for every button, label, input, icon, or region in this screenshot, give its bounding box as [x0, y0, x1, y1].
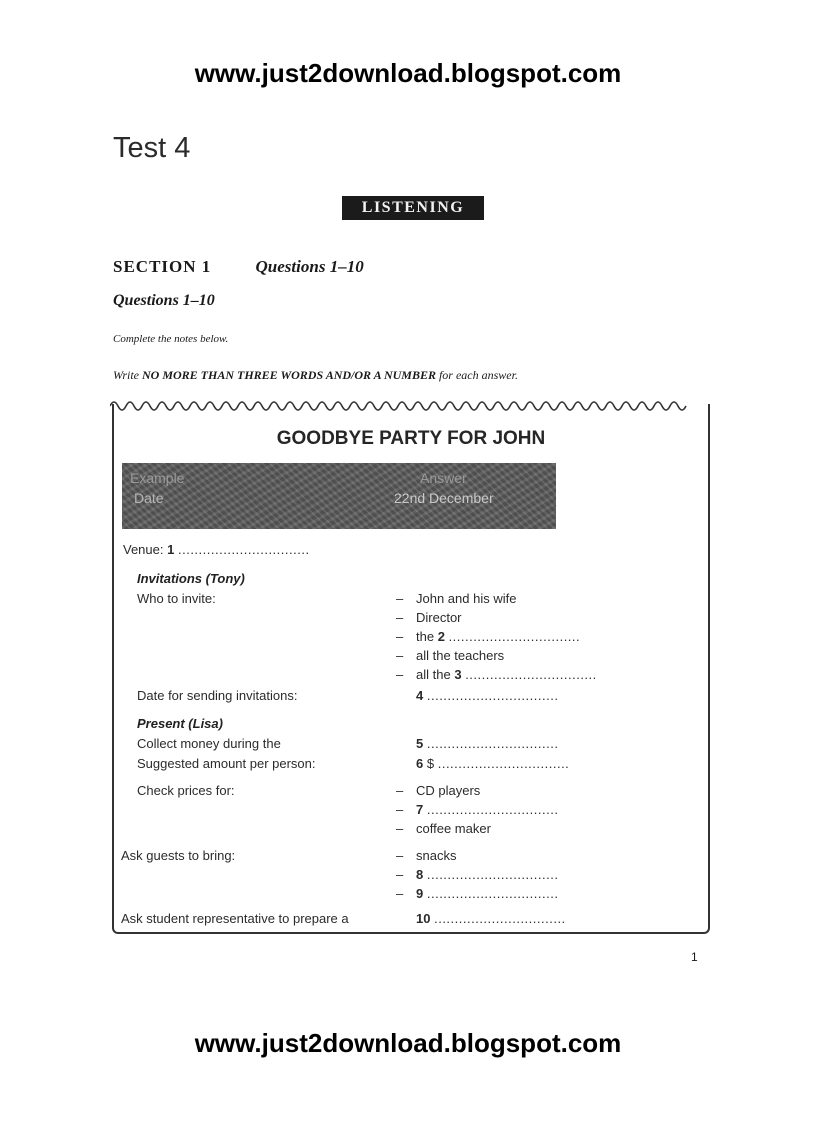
guests-bring-label: Ask guests to bring:	[121, 848, 236, 863]
answer-blank-6: ................................	[437, 756, 570, 771]
suggested-amount-label: Suggested amount per person:	[137, 756, 316, 771]
word-limit: NO MORE THAN THREE WORDS AND/OR A NUMBER	[142, 368, 436, 382]
answer-blank-8: ................................	[426, 867, 559, 882]
date-invitations-answer	[416, 688, 558, 703]
answer-number-9: 9	[416, 886, 424, 901]
answer-blank-9: ................................	[426, 886, 559, 901]
venue-row: Venue: 1 ................................	[123, 542, 310, 557]
invite-item-2: Director	[416, 610, 462, 625]
invite-item-4: all the teachers	[416, 648, 505, 663]
answer-number-10: 10	[416, 911, 431, 926]
answer-number-3: 3	[454, 667, 462, 682]
answer-number-6: 6	[416, 756, 424, 771]
answer-number-2: 2	[437, 629, 445, 644]
notes-title: GOODBYE PARTY FOR JOHN	[276, 428, 546, 449]
watermark-top: www.just2download.blogspot.com	[194, 58, 622, 88]
section-questions: Questions 1–10	[255, 257, 364, 276]
guests-item-1: snacks	[416, 848, 457, 863]
guests-item-2	[416, 867, 558, 882]
answer-number-7: 7	[416, 802, 424, 817]
page-number: 1	[691, 950, 698, 964]
check-item-2	[416, 802, 558, 817]
band-date-value: 22nd December	[394, 490, 494, 506]
instruction-complete: Complete the notes below.	[113, 333, 229, 345]
collect-money-label: Collect money during the	[137, 736, 281, 751]
watermark-bottom: www.just2download.blogspot.com	[194, 1028, 622, 1058]
suggested-amount-answer: 6 $ ................................	[416, 756, 570, 771]
instruction-write: Write NO MORE THAN THREE WORDS AND/OR A NUMBER for each answer.	[113, 368, 518, 382]
present-heading: Present (Lisa)	[137, 716, 223, 731]
answer-number-8: 8	[416, 867, 424, 882]
answer-number-4: 4	[416, 688, 424, 703]
invite-item-5: all the 3 ................................	[416, 667, 597, 682]
answer-blank-10: ................................	[434, 911, 566, 926]
answer-blank-5: ................................	[426, 736, 559, 751]
collect-money-answer	[416, 736, 558, 751]
check-prices-label: Check prices for:	[137, 783, 235, 798]
invite-item-1: John and his wife	[416, 591, 517, 606]
check-item-1: CD players	[416, 783, 481, 798]
answer-blank-3: ................................	[465, 667, 597, 682]
guests-item-3	[416, 886, 558, 901]
questions-subheading: Questions 1–10	[113, 292, 215, 309]
date-invitations-label: Date for sending invitations:	[137, 688, 298, 703]
listening-badge: LISTENING	[342, 196, 484, 220]
answer-blank-4: ................................	[426, 688, 559, 703]
check-item-3: coffee maker	[416, 821, 491, 836]
answer-number-5: 5	[416, 736, 424, 751]
test-title: Test 4	[113, 132, 191, 164]
answer-blank-2: ................................	[448, 629, 581, 644]
answer-blank-1: ................................	[177, 542, 310, 557]
band-answer-label: Answer	[420, 470, 467, 486]
answer-blank-7: ................................	[426, 802, 559, 817]
who-to-invite-label: Who to invite:	[137, 591, 216, 606]
student-rep-answer	[416, 911, 566, 926]
band-example-label: Example	[130, 470, 185, 486]
invitations-heading: Invitations (Tony)	[137, 571, 245, 586]
student-rep-label: Ask student representative to prepare a	[121, 911, 349, 926]
invite-item-3: the 2 ................................	[416, 629, 581, 644]
band-date-label: Date	[134, 490, 164, 506]
section-heading	[113, 257, 364, 277]
answer-number-1: 1	[167, 542, 175, 557]
section-label: SECTION 1	[113, 257, 212, 276]
